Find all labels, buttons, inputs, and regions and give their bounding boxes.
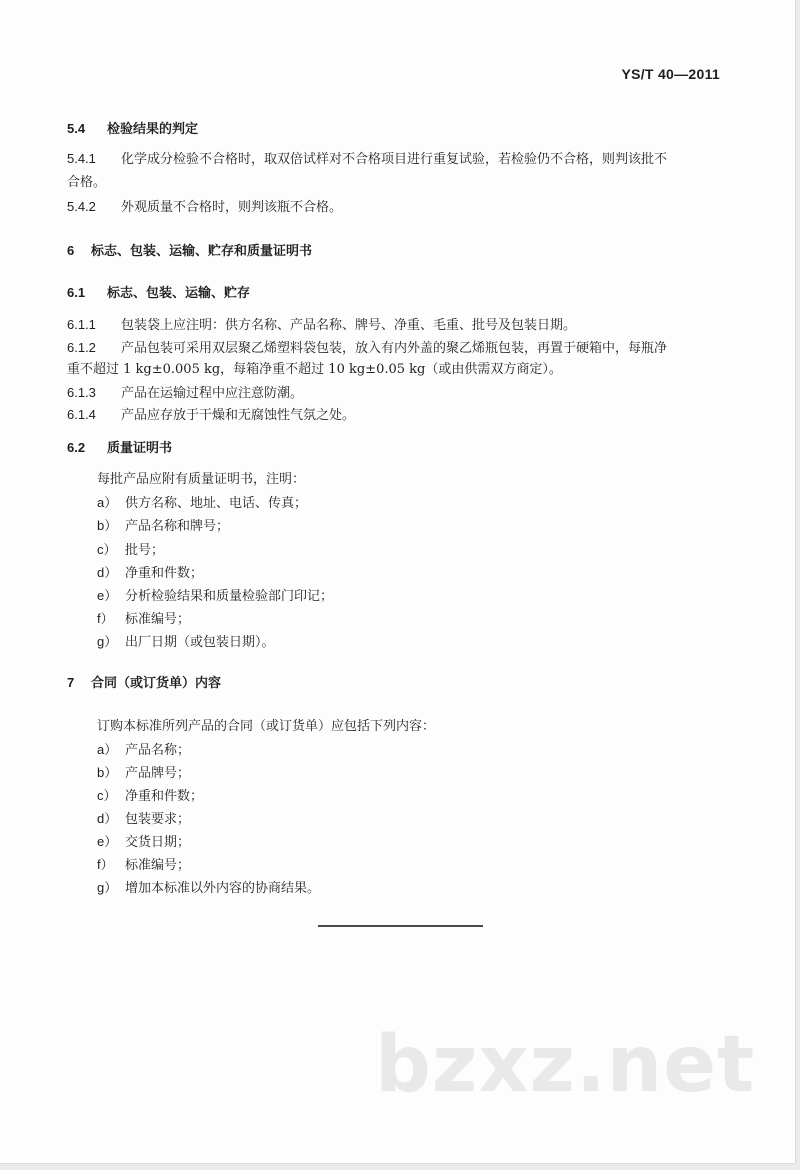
list-item bbox=[97, 517, 229, 536]
item-letter: a） bbox=[97, 742, 118, 757]
item-text: 分析检验结果和质量检验部门印记； bbox=[125, 589, 334, 604]
item-letter: e） bbox=[97, 834, 118, 849]
clause-6-1-1 bbox=[67, 316, 576, 335]
item-letter: b） bbox=[97, 518, 118, 533]
item-letter: f） bbox=[97, 857, 114, 872]
clause-6-1-2-cont: 重不超过 1 kg±0.005 kg，每箱净重不超过 10 kg±0.05 kg（或由供需双方商定）。 bbox=[67, 362, 562, 377]
list-item bbox=[97, 787, 203, 806]
clause-number: 5.4.2 bbox=[67, 199, 96, 214]
list-item bbox=[97, 856, 190, 875]
section-heading-6-1 bbox=[67, 284, 250, 303]
item-text: 产品名称； bbox=[125, 743, 191, 758]
item-text: 出厂日期（或包装日期）。 bbox=[125, 635, 275, 650]
section-number: 5.4 bbox=[67, 121, 86, 136]
list-item bbox=[97, 741, 190, 760]
item-text: 产品名称和牌号； bbox=[125, 519, 230, 534]
clause-text: 化学成分检验不合格时，取双倍试样对不合格项目进行重复试验，若检验仍不合格，则判该批不 bbox=[121, 152, 668, 167]
clause-text: 产品在运输过程中应注意防潮。 bbox=[121, 386, 304, 401]
watermark: bzxz.net bbox=[375, 1020, 756, 1110]
clause-number: 6.1.1 bbox=[67, 317, 96, 332]
clause-number: 6.1.2 bbox=[67, 340, 96, 355]
clause-number: 6.1.3 bbox=[67, 385, 96, 400]
list-item bbox=[97, 564, 203, 583]
item-text: 批号； bbox=[125, 543, 165, 558]
item-text: 交货日期； bbox=[125, 835, 191, 850]
clause-5-4-1-cont: 合格。 bbox=[67, 175, 107, 190]
quality-cert-intro: 每批产品应附有质量证明书，注明： bbox=[97, 472, 306, 487]
section-heading-6 bbox=[67, 242, 312, 261]
item-letter: f） bbox=[97, 611, 114, 626]
item-text: 产品牌号； bbox=[125, 766, 191, 781]
contract-intro: 订购本标准所列产品的合同（或订货单）应包括下列内容： bbox=[97, 719, 436, 734]
clause-6-1-3 bbox=[67, 384, 303, 403]
item-text: 净重和件数； bbox=[125, 789, 204, 804]
clause-6-1-2 bbox=[67, 339, 667, 358]
section-heading-6-2 bbox=[67, 439, 172, 458]
list-item bbox=[97, 833, 190, 852]
standard-code: YS/T 40—2011 bbox=[621, 66, 720, 82]
section-title: 质量证明书 bbox=[107, 441, 173, 456]
section-title: 标志、包装、运输、贮存 bbox=[107, 286, 251, 301]
clause-number: 6.1.4 bbox=[67, 407, 96, 422]
clause-number: 5.4.1 bbox=[67, 151, 96, 166]
section-title: 合同（或订货单）内容 bbox=[91, 676, 222, 691]
clause-5-4-1 bbox=[67, 150, 667, 169]
item-letter: b） bbox=[97, 765, 118, 780]
list-item bbox=[97, 810, 190, 829]
section-number: 6.2 bbox=[67, 440, 86, 455]
clause-6-1-4 bbox=[67, 406, 355, 425]
item-text: 标准编号； bbox=[125, 612, 191, 627]
section-title: 标志、包装、运输、贮存和质量证明书 bbox=[91, 244, 313, 259]
section-number: 6.1 bbox=[67, 285, 86, 300]
item-letter: d） bbox=[97, 811, 118, 826]
item-letter: g） bbox=[97, 880, 118, 895]
list-item bbox=[97, 587, 333, 606]
clause-text: 产品应存放于干燥和无腐蚀性气氛之处。 bbox=[121, 408, 356, 423]
clause-text: 包装袋上应注明：供方名称、产品名称、牌号、净重、毛重、批号及包装日期。 bbox=[121, 318, 577, 333]
list-item bbox=[97, 494, 307, 513]
list-item bbox=[97, 764, 190, 783]
section-number: 7 bbox=[67, 675, 75, 690]
list-item bbox=[97, 541, 164, 560]
end-separator-line bbox=[318, 925, 483, 927]
item-text: 标准编号； bbox=[125, 858, 191, 873]
item-letter: d） bbox=[97, 565, 118, 580]
clause-text: 产品包装可采用双层聚乙烯塑料袋包装，放入有内外盖的聚乙烯瓶包装，再置于硬箱中，每瓶净 bbox=[121, 341, 668, 356]
item-letter: c） bbox=[97, 542, 117, 557]
section-heading-5-4 bbox=[67, 120, 198, 139]
section-number: 6 bbox=[67, 243, 75, 258]
list-item bbox=[97, 610, 190, 629]
list-item bbox=[97, 879, 320, 898]
clause-5-4-2 bbox=[67, 198, 342, 217]
item-letter: g） bbox=[97, 634, 118, 649]
item-text: 增加本标准以外内容的协商结果。 bbox=[125, 881, 321, 896]
item-text: 净重和件数； bbox=[125, 566, 204, 581]
section-heading-7 bbox=[67, 674, 221, 693]
item-text: 供方名称、地址、电话、传真； bbox=[125, 496, 308, 511]
list-item bbox=[97, 633, 275, 652]
item-letter: e） bbox=[97, 588, 118, 603]
item-letter: c） bbox=[97, 788, 117, 803]
item-letter: a） bbox=[97, 495, 118, 510]
clause-text: 外观质量不合格时，则判该瓶不合格。 bbox=[121, 200, 343, 215]
item-text: 包装要求； bbox=[125, 812, 191, 827]
section-title: 检验结果的判定 bbox=[107, 122, 199, 137]
